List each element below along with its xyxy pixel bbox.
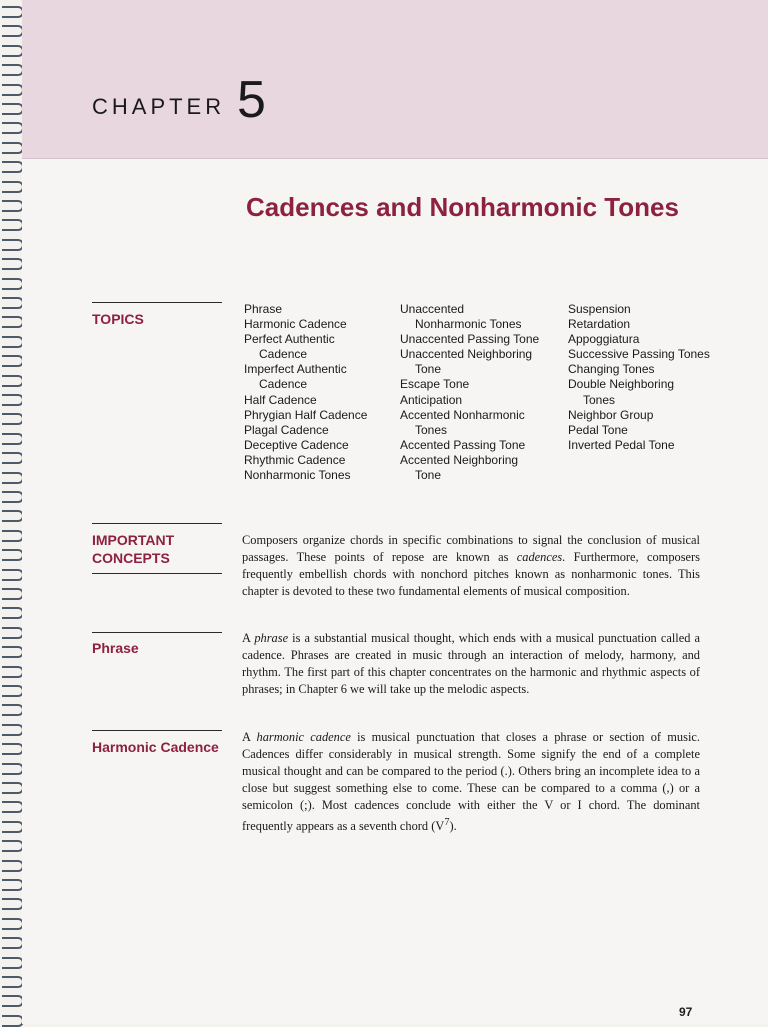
topic-item: Tones	[415, 422, 448, 437]
spiral-coil	[2, 472, 24, 484]
spiral-coil	[2, 355, 24, 367]
spiral-coil	[2, 995, 24, 1007]
spiral-coil	[2, 530, 24, 542]
topic-item: Appoggiatura	[568, 332, 640, 347]
spiral-coil	[2, 763, 24, 775]
spiral-coil	[2, 336, 24, 348]
topics-column-3	[568, 302, 710, 453]
spiral-coil	[2, 433, 24, 445]
spiral-coil	[2, 25, 24, 37]
spiral-coil	[2, 45, 24, 57]
spiral-coil	[2, 84, 24, 96]
spiral-coil	[2, 569, 24, 581]
topic-item: Tones	[583, 392, 616, 407]
topics-column-2	[400, 302, 539, 483]
spiral-coil	[2, 976, 24, 988]
concepts-rule-top	[92, 523, 222, 524]
phrase-paragraph: A phrase is a substantial musical thought, which ends with a musical punctuation called a cadence. Phrases are created in music through an interaction of melody, harmony, and rhythm. The first part of this chapter concentrates on the harmonic and rhythmic aspects of phrases; in Chapter 6 we will take up the melodic aspects.	[242, 631, 700, 697]
topic-item: Rhythmic Cadence	[244, 452, 346, 467]
chapter-label: CHAPTER	[92, 94, 226, 119]
topic-item: Tone	[415, 362, 442, 377]
topic-item: Cadence	[259, 377, 308, 392]
concepts-label-line1: IMPORTANT	[92, 532, 175, 548]
spiral-coil	[2, 860, 24, 872]
spiral-coil	[2, 316, 24, 328]
spiral-coil	[2, 918, 24, 930]
spiral-coil	[2, 957, 24, 969]
topic-item: Suspension	[568, 302, 631, 316]
topic-item: Plagal Cadence	[244, 422, 329, 437]
topic-item: Accented Passing Tone	[400, 437, 526, 452]
topic-item: Nonharmonic Tones	[415, 317, 522, 332]
topic-item: Anticipation	[400, 392, 463, 407]
spiral-coil	[2, 491, 24, 503]
spiral-coil	[2, 510, 24, 522]
topic-item: Cadence	[259, 347, 308, 362]
spiral-coil	[2, 724, 24, 736]
harmonic-cadence-rule	[92, 730, 222, 731]
book-page	[22, 0, 768, 1024]
topic-item: Harmonic Cadence	[244, 317, 347, 332]
spiral-coil	[2, 607, 24, 619]
topic-item: Unaccented Passing Tone	[400, 332, 540, 347]
concepts-rule-bottom	[92, 573, 222, 574]
spiral-coil	[2, 142, 24, 154]
phrase-rule	[92, 632, 222, 633]
spiral-coil	[2, 239, 24, 251]
chapter-number: 5	[237, 71, 266, 129]
spiral-coil	[2, 181, 24, 193]
spiral-coil	[2, 704, 24, 716]
spiral-coil	[2, 840, 24, 852]
spiral-coil	[2, 821, 24, 833]
topic-item: Changing Tones	[568, 362, 655, 377]
spiral-coil	[2, 937, 24, 949]
topic-item: Inverted Pedal Tone	[568, 437, 675, 452]
concepts-paragraph: Composers organize chords in specific combinations to signal the conclusion of musical passages. These points of repose are known as cadences. Furthermore, composers frequently embellish chords with nonchord pitches known as nonharmonic tones. This chapter is devoted to these two fundamental elements of musical composition.	[242, 533, 700, 599]
topic-item: Phrygian Half Cadence	[244, 407, 368, 422]
spiral-coil	[2, 898, 24, 910]
topics-column-1	[244, 302, 367, 483]
spiral-coil	[2, 413, 24, 425]
concepts-label	[92, 531, 174, 567]
phrase-label: Phrase	[92, 640, 139, 656]
topic-item: Retardation	[568, 317, 631, 332]
harmonic-cadence-label: Harmonic Cadence	[92, 739, 219, 755]
topic-item: Pedal Tone	[568, 422, 628, 437]
topic-item: Imperfect Authentic	[244, 362, 347, 377]
spiral-coil	[2, 588, 24, 600]
spiral-coil	[2, 549, 24, 561]
spiral-coil	[2, 394, 24, 406]
spiral-coil	[2, 375, 24, 387]
spiral-coil	[2, 1015, 24, 1027]
topics-label: TOPICS	[92, 311, 144, 327]
topic-item: Accented Neighboring	[400, 452, 519, 467]
spiral-coil	[2, 258, 24, 270]
chapter-header-band	[22, 0, 768, 159]
topic-item: Neighbor Group	[568, 407, 654, 422]
harmonic-cadence-paragraph: A harmonic cadence is musical punctuation that closes a phrase or section of music. Cadences differ considerably in musical strength. Some signify the end of a complete musical thought and can be compared to the period (.). Others bring an incomplete idea to a close but suggest something else to come. These can be compared to a comma (,) or a semicolon (;). Most cadences conclude with either the V or I chord. The dominant frequently appears as a seventh chord $(V^7)$.	[242, 730, 700, 834]
topic-item: Accented Nonharmonic	[400, 407, 525, 422]
chapter-title: Cadences and Nonharmonic Tones	[246, 192, 679, 222]
topic-item: Tone	[415, 468, 442, 483]
spiral-coil	[2, 685, 24, 697]
spiral-coil	[2, 6, 24, 18]
spiral-coil	[2, 666, 24, 678]
spiral-coil	[2, 103, 24, 115]
topic-item: Half Cadence	[244, 392, 317, 407]
spiral-coil	[2, 200, 24, 212]
spiral-coil	[2, 122, 24, 134]
topic-item: Unaccented	[400, 302, 465, 316]
topics-rule	[92, 302, 222, 303]
spiral-coil	[2, 219, 24, 231]
topic-item: Deceptive Cadence	[244, 437, 349, 452]
topic-item: Escape Tone	[400, 377, 470, 392]
spiral-coil	[2, 879, 24, 891]
spiral-coil	[2, 782, 24, 794]
topic-item: Perfect Authentic	[244, 332, 335, 347]
spiral-coil	[2, 452, 24, 464]
topic-item: Nonharmonic Tones	[244, 468, 351, 483]
spiral-coil	[2, 161, 24, 173]
topic-item: Unaccented Neighboring	[400, 347, 533, 362]
spiral-coil	[2, 64, 24, 76]
topic-item: Double Neighboring	[568, 377, 675, 392]
concepts-label-line2: CONCEPTS	[92, 550, 170, 566]
spiral-coil	[2, 646, 24, 658]
spiral-coil	[2, 278, 24, 290]
topic-item: Successive Passing Tones	[568, 347, 710, 362]
topic-item: Phrase	[244, 302, 283, 316]
spiral-coil	[2, 627, 24, 639]
spiral-coil	[2, 801, 24, 813]
spiral-coil	[2, 297, 24, 309]
spiral-coil	[2, 743, 24, 755]
page-number: 97	[679, 1005, 693, 1019]
